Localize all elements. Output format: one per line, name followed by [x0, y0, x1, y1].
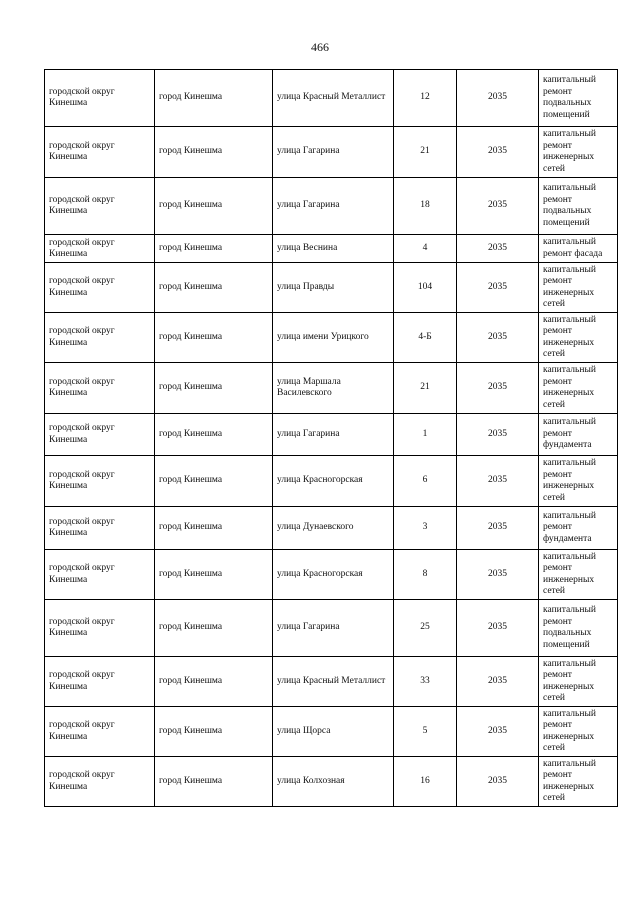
- work-type-cell: капитальный ремонт инженерных сетей: [539, 456, 618, 507]
- year-cell: 2035: [457, 707, 539, 757]
- table-row: [45, 707, 618, 757]
- table-row: [45, 178, 618, 235]
- work-type-cell: капитальный ремонт фундамента: [539, 414, 618, 456]
- street-cell: улица Гагарина: [273, 414, 394, 456]
- city-cell: город Кинешма: [155, 757, 273, 807]
- table-row: [45, 456, 618, 507]
- street-cell: улица Щорса: [273, 707, 394, 757]
- work-type-cell: капитальный ремонт инженерных сетей: [539, 313, 618, 363]
- table-row: [45, 757, 618, 807]
- year-cell: 2035: [457, 363, 539, 414]
- work-type-cell: капитальный ремонт подвальных помещений: [539, 600, 618, 657]
- house-cell: 21: [394, 127, 457, 178]
- table-row: [45, 657, 618, 707]
- district-cell: городской округ Кинешма: [45, 507, 155, 550]
- district-cell: городской округ Кинешма: [45, 235, 155, 263]
- table-row: [45, 263, 618, 313]
- house-cell: 25: [394, 600, 457, 657]
- city-cell: город Кинешма: [155, 507, 273, 550]
- work-type-cell: капитальный ремонт инженерных сетей: [539, 263, 618, 313]
- city-cell: город Кинешма: [155, 456, 273, 507]
- street-cell: улица Красный Металлист: [273, 657, 394, 707]
- table-row: [45, 70, 618, 127]
- street-cell: улица Правды: [273, 263, 394, 313]
- street-cell: улица Гагарина: [273, 600, 394, 657]
- house-cell: 104: [394, 263, 457, 313]
- work-type-cell: капитальный ремонт инженерных сетей: [539, 363, 618, 414]
- year-cell: 2035: [457, 550, 539, 600]
- house-cell: 4-Б: [394, 313, 457, 363]
- city-cell: город Кинешма: [155, 657, 273, 707]
- repair-schedule-table: [44, 69, 618, 807]
- city-cell: город Кинешма: [155, 550, 273, 600]
- house-cell: 8: [394, 550, 457, 600]
- district-cell: городской округ Кинешма: [45, 550, 155, 600]
- street-cell: улица Красногорская: [273, 456, 394, 507]
- table-row: [45, 235, 618, 263]
- street-cell: улица Дунаевского: [273, 507, 394, 550]
- year-cell: 2035: [457, 456, 539, 507]
- house-cell: 1: [394, 414, 457, 456]
- work-type-cell: капитальный ремонт подвальных помещений: [539, 70, 618, 127]
- table-row: [45, 550, 618, 600]
- city-cell: город Кинешма: [155, 600, 273, 657]
- district-cell: городской округ Кинешма: [45, 178, 155, 235]
- district-cell: городской округ Кинешма: [45, 657, 155, 707]
- house-cell: 6: [394, 456, 457, 507]
- house-cell: 21: [394, 363, 457, 414]
- street-cell: улица Гагарина: [273, 178, 394, 235]
- house-cell: 33: [394, 657, 457, 707]
- street-cell: улица имени Урицкого: [273, 313, 394, 363]
- district-cell: городской округ Кинешма: [45, 70, 155, 127]
- district-cell: городской округ Кинешма: [45, 414, 155, 456]
- district-cell: городской округ Кинешма: [45, 600, 155, 657]
- street-cell: улица Веснина: [273, 235, 394, 263]
- year-cell: 2035: [457, 178, 539, 235]
- street-cell: улица Маршала Василевского: [273, 363, 394, 414]
- street-cell: улица Красногорская: [273, 550, 394, 600]
- work-type-cell: капитальный ремонт инженерных сетей: [539, 127, 618, 178]
- table-row: [45, 414, 618, 456]
- city-cell: город Кинешма: [155, 414, 273, 456]
- year-cell: 2035: [457, 313, 539, 363]
- city-cell: город Кинешма: [155, 178, 273, 235]
- house-cell: 5: [394, 707, 457, 757]
- work-type-cell: капитальный ремонт подвальных помещений: [539, 178, 618, 235]
- work-type-cell: капитальный ремонт фасада: [539, 235, 618, 263]
- work-type-cell: капитальный ремонт инженерных сетей: [539, 657, 618, 707]
- district-cell: городской округ Кинешма: [45, 313, 155, 363]
- house-cell: 4: [394, 235, 457, 263]
- table-row: [45, 600, 618, 657]
- table-row: [45, 127, 618, 178]
- year-cell: 2035: [457, 127, 539, 178]
- house-cell: 16: [394, 757, 457, 807]
- year-cell: 2035: [457, 600, 539, 657]
- district-cell: городской округ Кинешма: [45, 363, 155, 414]
- house-cell: 3: [394, 507, 457, 550]
- year-cell: 2035: [457, 657, 539, 707]
- city-cell: город Кинешма: [155, 363, 273, 414]
- year-cell: 2035: [457, 507, 539, 550]
- district-cell: городской округ Кинешма: [45, 757, 155, 807]
- district-cell: городской округ Кинешма: [45, 456, 155, 507]
- district-cell: городской округ Кинешма: [45, 263, 155, 313]
- street-cell: улица Красный Металлист: [273, 70, 394, 127]
- city-cell: город Кинешма: [155, 313, 273, 363]
- year-cell: 2035: [457, 235, 539, 263]
- table-row: [45, 507, 618, 550]
- city-cell: город Кинешма: [155, 235, 273, 263]
- city-cell: город Кинешма: [155, 263, 273, 313]
- work-type-cell: капитальный ремонт инженерных сетей: [539, 757, 618, 807]
- table-row: [45, 313, 618, 363]
- year-cell: 2035: [457, 70, 539, 127]
- street-cell: улица Колхозная: [273, 757, 394, 807]
- city-cell: город Кинешма: [155, 70, 273, 127]
- street-cell: улица Гагарина: [273, 127, 394, 178]
- year-cell: 2035: [457, 757, 539, 807]
- page-number: 466: [311, 40, 329, 54]
- work-type-cell: капитальный ремонт инженерных сетей: [539, 550, 618, 600]
- district-cell: городской округ Кинешма: [45, 127, 155, 178]
- table-row: [45, 363, 618, 414]
- city-cell: город Кинешма: [155, 127, 273, 178]
- house-cell: 12: [394, 70, 457, 127]
- house-cell: 18: [394, 178, 457, 235]
- work-type-cell: капитальный ремонт инженерных сетей: [539, 707, 618, 757]
- table-body: [45, 70, 618, 807]
- work-type-cell: капитальный ремонт фундамента: [539, 507, 618, 550]
- city-cell: город Кинешма: [155, 707, 273, 757]
- year-cell: 2035: [457, 263, 539, 313]
- year-cell: 2035: [457, 414, 539, 456]
- district-cell: городской округ Кинешма: [45, 707, 155, 757]
